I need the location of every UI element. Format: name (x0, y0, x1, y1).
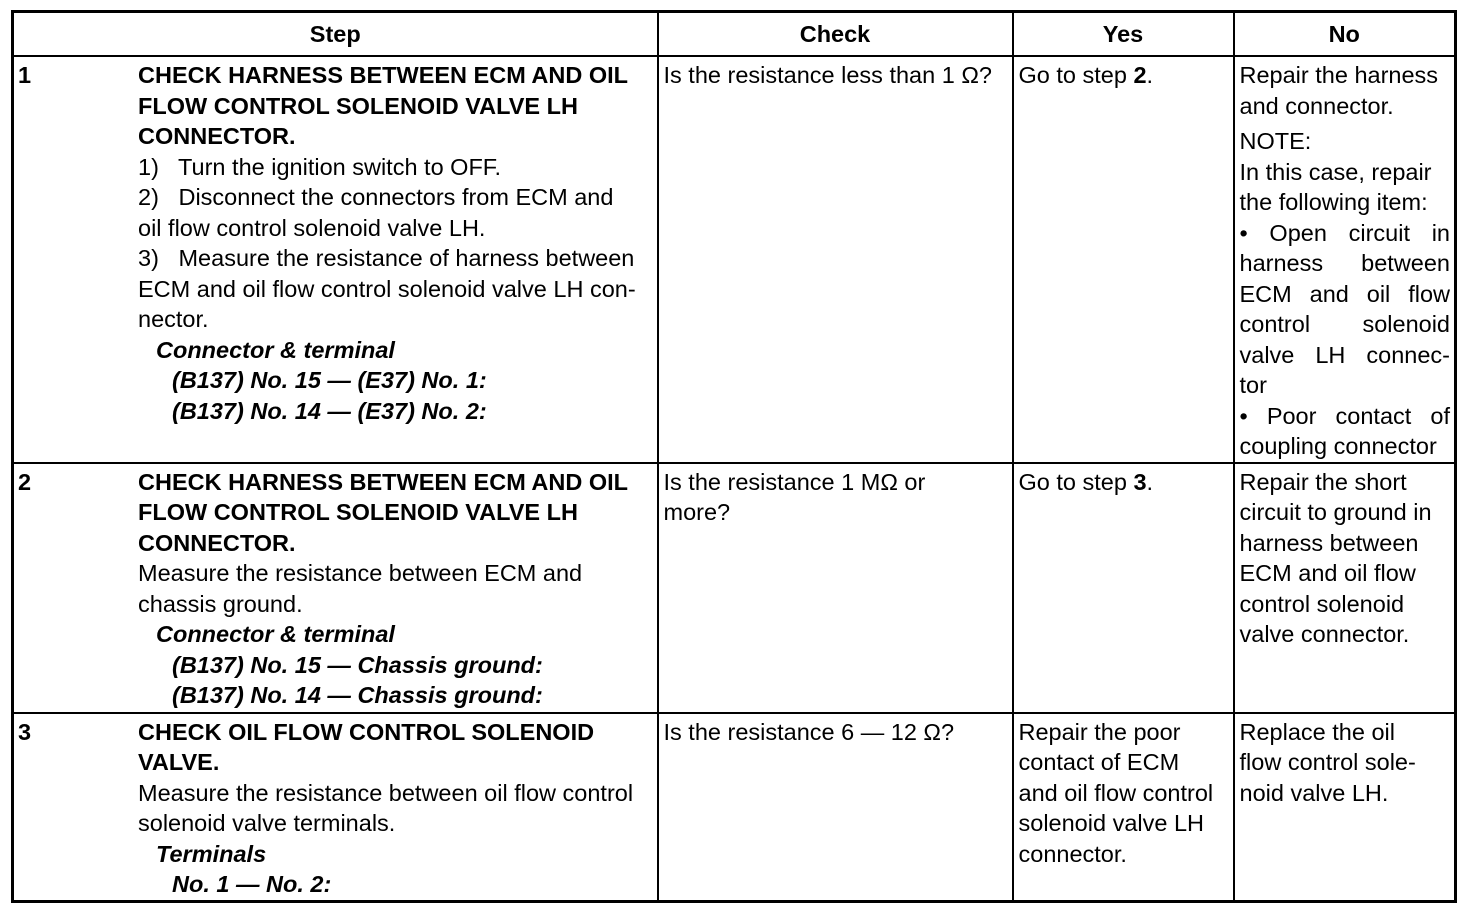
step-number: 3 (18, 718, 32, 745)
step-body-line: nector. (138, 306, 209, 332)
yes-cell (1013, 56, 1234, 463)
header-row (13, 12, 1456, 57)
terminal-heading: Connector & terminal (156, 621, 395, 647)
yes-suffix: . (1146, 62, 1154, 88)
note-line: ECM and oil flow (1239, 280, 1450, 307)
no-cell (1234, 56, 1456, 463)
header-step: Step (13, 12, 658, 57)
terminal-heading: Terminals (156, 840, 267, 867)
no-cell (1234, 463, 1456, 713)
yes-line: and oil flow control (1018, 779, 1214, 806)
note-line: coupling connector (1239, 433, 1437, 459)
step-cell (13, 56, 658, 463)
yes-prefix: Go to step (1018, 62, 1134, 88)
terminal-line: (B137) No. 14 — Chassis ground: (172, 682, 543, 708)
note-line: • Open circuit in (1239, 219, 1450, 246)
step-body-line: 1) Turn the ignition switch to OFF. (138, 153, 502, 180)
check-cell (658, 713, 1013, 902)
step-body-line: solenoid valve terminals. (138, 810, 396, 836)
yes-line: Repair the poor (1018, 718, 1181, 745)
no-line: circuit to ground in (1239, 499, 1432, 525)
step-title-line: FLOW CONTROL SOLENOID VALVE LH (138, 92, 578, 119)
step-title-line: CONNECTOR. (138, 529, 296, 556)
step-body-line: 3) Measure the resistance of harness between (138, 245, 635, 271)
header-check: Check (658, 12, 1013, 57)
step-body-line: Measure the resistance between oil flow control (138, 779, 634, 806)
header-no: No (1234, 12, 1456, 57)
note-line: In this case, repair (1239, 158, 1432, 185)
note-line: tor (1239, 372, 1267, 398)
terminal-line: (B137) No. 15 — (E37) No. 1: (172, 367, 487, 393)
check-line: more? (663, 499, 731, 525)
no-line: Replace the oil (1239, 718, 1395, 745)
yes-suffix: . (1146, 468, 1154, 495)
note-line: the following item: (1239, 189, 1428, 215)
terminal-line: (B137) No. 15 — Chassis ground: (172, 651, 543, 678)
yes-cell (1013, 463, 1234, 713)
step-title-line: VALVE. (138, 749, 220, 775)
step-body-line: chassis ground. (138, 590, 303, 617)
step-body-line: ECM and oil flow control solenoid valve LH con- (138, 275, 636, 302)
check-cell (658, 56, 1013, 463)
step-number: 1 (18, 62, 32, 88)
table-row (13, 463, 1456, 713)
note-line: control solenoid (1239, 311, 1450, 337)
no-line: valve connector. (1239, 621, 1410, 647)
step-number: 2 (18, 468, 32, 495)
no-line: and connector. (1239, 92, 1394, 119)
step-title-line: CONNECTOR. (138, 123, 296, 149)
yes-step-ref: 3 (1133, 468, 1147, 495)
table-row (13, 56, 1456, 463)
yes-text (1019, 464, 1229, 498)
check-text: Is the resistance 6 — 12 Ω? (663, 718, 955, 745)
diagnostic-table (11, 10, 1457, 903)
no-line: Repair the short (1239, 468, 1407, 495)
step-body-line: Measure the resistance between ECM and (138, 560, 583, 586)
terminal-line: (B137) No. 14 — (E37) No. 2: (172, 397, 487, 424)
no-cell (1234, 713, 1456, 902)
yes-step-ref: 2 (1133, 62, 1147, 88)
terminal-line: No. 1 — No. 2: (172, 871, 332, 897)
note-line: • Poor contact of (1239, 402, 1450, 429)
step-body-line: oil flow control solenoid valve LH. (138, 214, 486, 241)
check-line: Is the resistance 1 MΩ or (663, 468, 926, 495)
step-title-line: CHECK HARNESS BETWEEN ECM AND OIL (138, 62, 629, 88)
step-title-line: FLOW CONTROL SOLENOID VALVE LH (138, 499, 578, 525)
note-line: harness between (1239, 250, 1450, 276)
no-line: control solenoid (1239, 590, 1405, 617)
check-text: Is the resistance less than 1 Ω? (663, 62, 992, 88)
note-label: NOTE: (1239, 128, 1312, 154)
table-row (13, 713, 1456, 902)
no-line: harness between (1239, 529, 1419, 556)
terminal-heading: Connector & terminal (156, 336, 395, 363)
note-line: valve LH connec- (1239, 341, 1450, 368)
no-line: flow control sole- (1239, 749, 1416, 775)
step-cell (13, 463, 658, 713)
step-title-line: CHECK OIL FLOW CONTROL SOLENOID (138, 718, 595, 745)
yes-line: solenoid valve LH (1018, 810, 1204, 836)
header-yes: Yes (1013, 12, 1234, 57)
no-line: noid valve LH. (1239, 779, 1389, 806)
yes-text (1019, 57, 1229, 91)
no-line: Repair the harness (1239, 62, 1439, 88)
yes-line: connector. (1018, 840, 1127, 867)
yes-cell (1013, 713, 1234, 902)
yes-prefix: Go to step (1018, 468, 1134, 495)
step-cell (13, 713, 658, 902)
step-body-line: 2) Disconnect the connectors from ECM and (138, 184, 614, 210)
yes-line: contact of ECM (1018, 749, 1180, 775)
step-title-line: CHECK HARNESS BETWEEN ECM AND OIL (138, 468, 629, 495)
check-cell (658, 463, 1013, 713)
no-line: ECM and oil flow (1239, 560, 1416, 586)
